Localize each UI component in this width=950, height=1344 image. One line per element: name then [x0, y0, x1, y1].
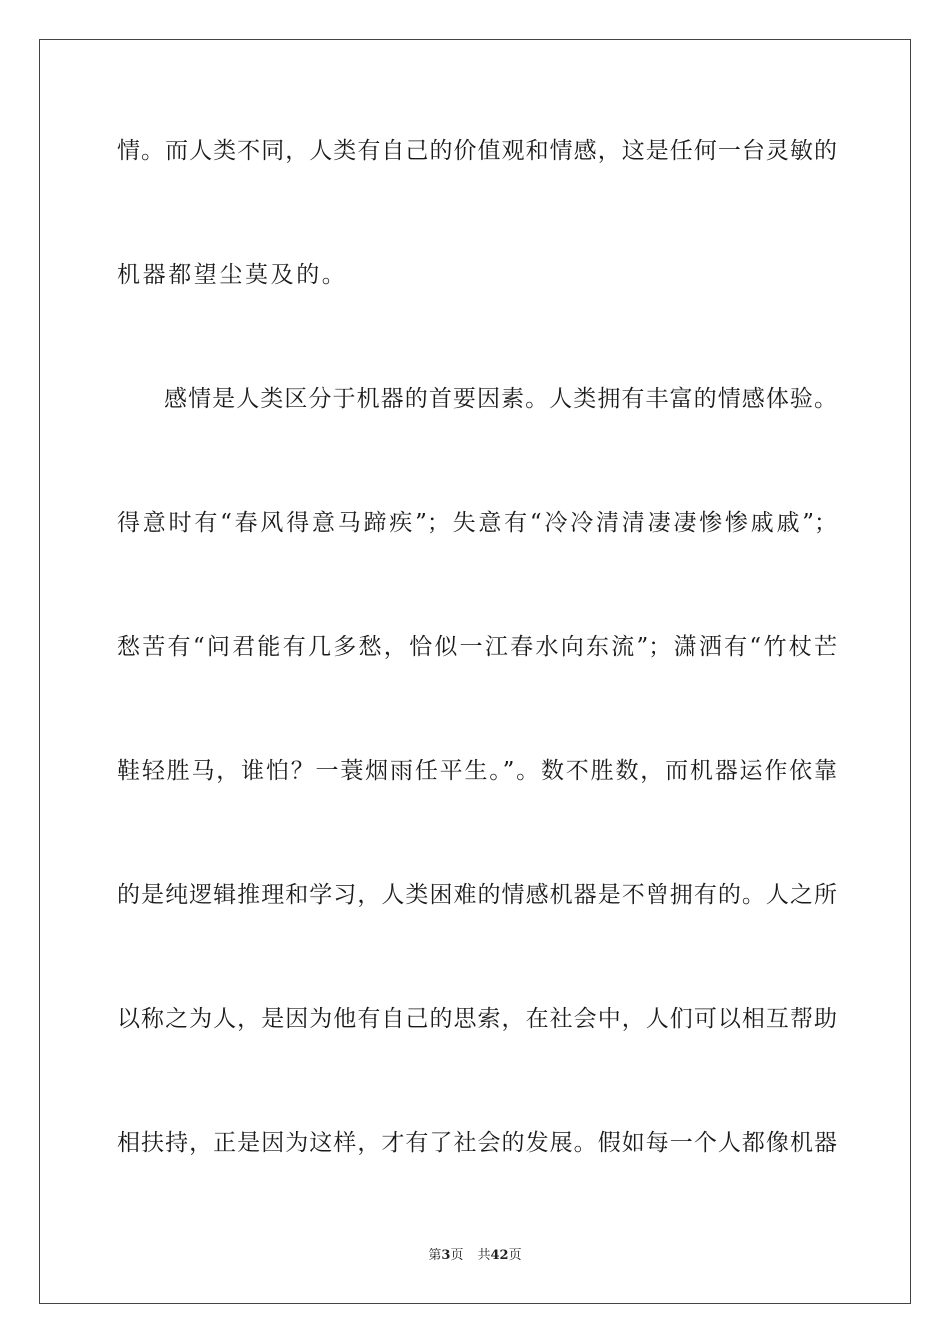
page-suffix: 页	[450, 1248, 464, 1263]
text-line: 的是纯逻辑推理和学习，人类困难的情感机器是不曾拥有的。人之所	[117, 882, 837, 908]
total-suffix: 页	[508, 1248, 522, 1263]
text-line: 得意时有“春风得意马蹄疾”；失意有“冷冷清清凄凄惨惨戚戚”；	[117, 510, 837, 536]
text-line: 鞋轻胜马，谁怕？一蓑烟雨任平生。”。数不胜数，而机器运作依靠	[117, 758, 837, 784]
text-line: 相扶持，正是因为这样，才有了社会的发展。假如每一个人都像机器	[117, 1130, 837, 1156]
page-border	[39, 39, 911, 1304]
page-prefix: 第	[428, 1248, 442, 1263]
text-line: 愁苦有“问君能有几多愁，恰似一江春水向东流”；潇洒有“竹杖芒	[117, 634, 837, 660]
paragraph-start-line: 感情是人类区分于机器的首要因素。人类拥有丰富的情感体验。	[164, 386, 837, 412]
total-pages: 42	[490, 1248, 509, 1263]
text-line: 机器都望尘莫及的。	[117, 262, 348, 288]
text-line: 以称之为人，是因为他有自己的思索，在社会中，人们可以相互帮助	[117, 1006, 837, 1032]
page-number: 3	[441, 1248, 451, 1263]
page-footer	[0, 1247, 950, 1265]
text-line: 情。而人类不同，人类有自己的价值观和情感，这是任何一台灵敏的	[117, 138, 837, 164]
total-prefix: 共	[477, 1248, 491, 1263]
